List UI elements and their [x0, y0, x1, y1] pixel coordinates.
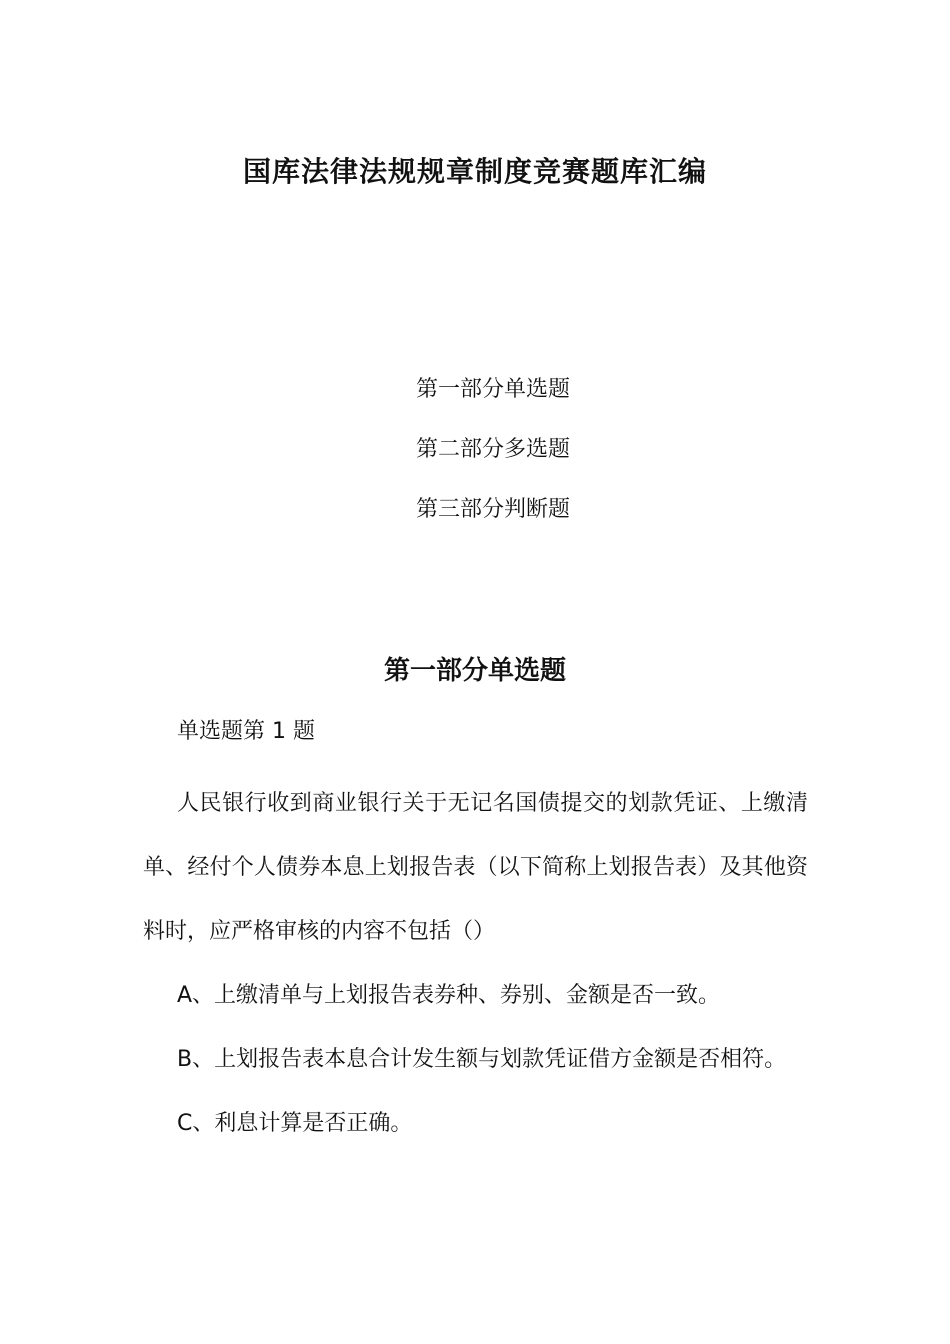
option-b: B、上划报告表本息合计发生额与划款凭证借方金额是否相符。	[177, 1047, 787, 1072]
section-heading: 第一部分单选题	[383, 656, 566, 686]
document-title: 国库法律法规规章制度竞赛题库汇编	[242, 155, 707, 188]
table-of-contents	[0, 370, 950, 550]
option-a: A、上缴清单与上划报告表券种、券别、金额是否一致。	[177, 983, 721, 1008]
toc-item-part-1[interactable]: 第一部分单选题	[415, 377, 570, 402]
option-c: C、利息计算是否正确。	[177, 1111, 413, 1136]
question-number: 单选题第 1 题	[177, 719, 315, 744]
question-block	[143, 710, 808, 1156]
question-text: 人民银行收到商业银行关于无记名国债提交的划款凭证、上缴清单、经付个人债券本息上划报告表（以下简称上划报告表）及其他资料时，应严格审核的内容不包括（）	[143, 791, 808, 944]
toc-item-part-2[interactable]: 第二部分多选题	[415, 437, 570, 462]
toc-item-part-3[interactable]: 第三部分判断题	[415, 497, 570, 522]
